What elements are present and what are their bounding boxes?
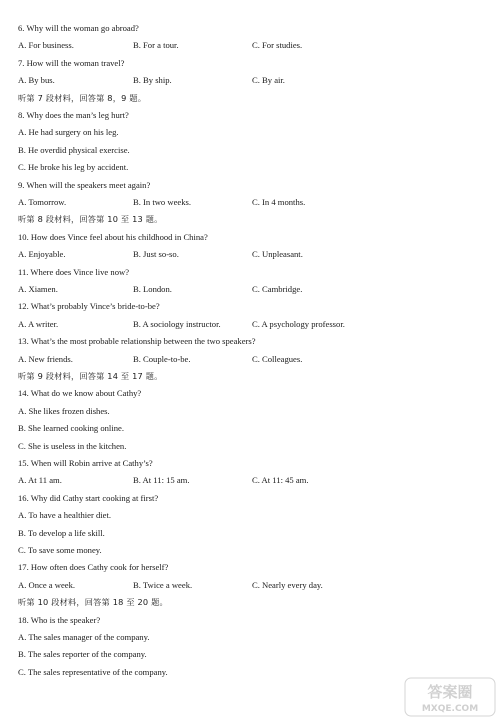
option-a: A. A writer. [18,318,59,329]
question-line: A. He had surgery on his leg. [18,127,119,138]
section-instruction: 听第 7 段材料，回答第 8，9 题。 [18,92,147,103]
question-line: 7. How will the woman travel? [18,57,125,68]
question-line: C. The sales representative of the company. [18,666,168,677]
option-a: A. Enjoyable. [18,249,66,260]
question-line: C. To save some money. [18,545,102,555]
option-a: A. Tomorrow. [18,197,67,207]
section-instruction: 听第 9 段材料，回答第 14 至 17 题。 [18,371,163,381]
question-line: B. He overdid physical exercise. [18,144,130,155]
question-line: 13. What’s the most probable relationship between the two speakers? [18,336,256,347]
options-row [18,351,490,367]
options-row [18,316,490,332]
option-c: C. A psychology professor. [252,318,345,329]
options-row [18,194,490,210]
question-line: B. She learned cooking online. [18,423,124,434]
question-line: 6. Why will the woman go abroad? [18,23,139,33]
option-c: C. At 11: 45 am. [252,475,309,486]
question-line: 8. Why does the man’s leg hurt? [18,110,129,120]
option-b: B. Couple-to-be. [133,353,191,364]
watermark-logo [404,677,496,717]
option-c: C. Unpleasant. [252,249,303,260]
watermark-bottom-text: MXQE.COM [421,704,479,714]
question-line: B. The sales reporter of the company. [18,649,147,660]
option-b: B. In two weeks. [133,197,191,207]
question-line: C. She is useless in the kitchen. [18,440,127,451]
option-b: B. Just so-so. [133,249,179,260]
question-line: 10. How does Vince feel about his childhood in China? [18,231,208,242]
option-c: C. By air. [252,75,285,86]
option-a: A. Xiamen. [18,284,58,294]
question-line: 15. When will Robin arrive at Cathy’s? [18,458,153,468]
option-c: C. Nearly every day. [252,579,323,590]
question-line: 11. Where does Vince live now? [18,266,130,277]
options-row [18,472,490,488]
option-a: A. For business. [18,40,74,51]
option-c: C. In 4 months. [252,197,306,207]
question-line: A. She likes frozen dishes. [18,405,110,416]
question-line: B. To develop a life skill. [18,527,105,538]
option-c: C. For studies. [252,40,303,51]
option-b: B. A sociology instructor. [133,318,221,329]
option-c: C. Cambridge. [252,284,303,294]
question-line: 18. Who is the speaker? [18,614,101,625]
option-a: A. By bus. [18,75,55,86]
options-row [18,577,490,593]
watermark-top-text: 答案圈 [427,683,473,701]
question-line: 9. When will the speakers meet again? [18,179,151,190]
section-instruction: 听第 10 段材料，回答第 18 至 20 题。 [18,597,168,608]
option-a: A. At 11 am. [18,475,62,486]
question-line: A. The sales manager of the company. [18,632,150,642]
option-b: B. For a tour. [133,40,179,51]
question-line: C. He broke his leg by accident. [18,162,129,173]
question-line: 14. What do we know about Cathy? [18,388,142,399]
options-row [18,281,490,297]
question-line: 17. How often does Cathy cook for herself? [18,562,169,573]
options-row [18,72,490,88]
question-line: A. To have a healthier diet. [18,510,112,521]
options-row [18,37,490,53]
option-b: B. By ship. [133,75,172,86]
option-a: A. New friends. [18,353,73,364]
question-line: 12. What’s probably Vince’s bride-to-be? [18,301,160,312]
question-line: 16. Why did Cathy start cooking at first? [18,492,159,503]
option-b: B. Twice a week. [133,579,193,590]
option-a: A. Once a week. [18,579,76,590]
option-b: B. London. [133,284,172,294]
option-c: C. Colleagues. [252,353,303,364]
options-row [18,246,490,262]
section-instruction: 听第 8 段材料，回答第 10 至 13 题。 [18,214,163,225]
option-b: B. At 11: 15 am. [133,475,190,486]
